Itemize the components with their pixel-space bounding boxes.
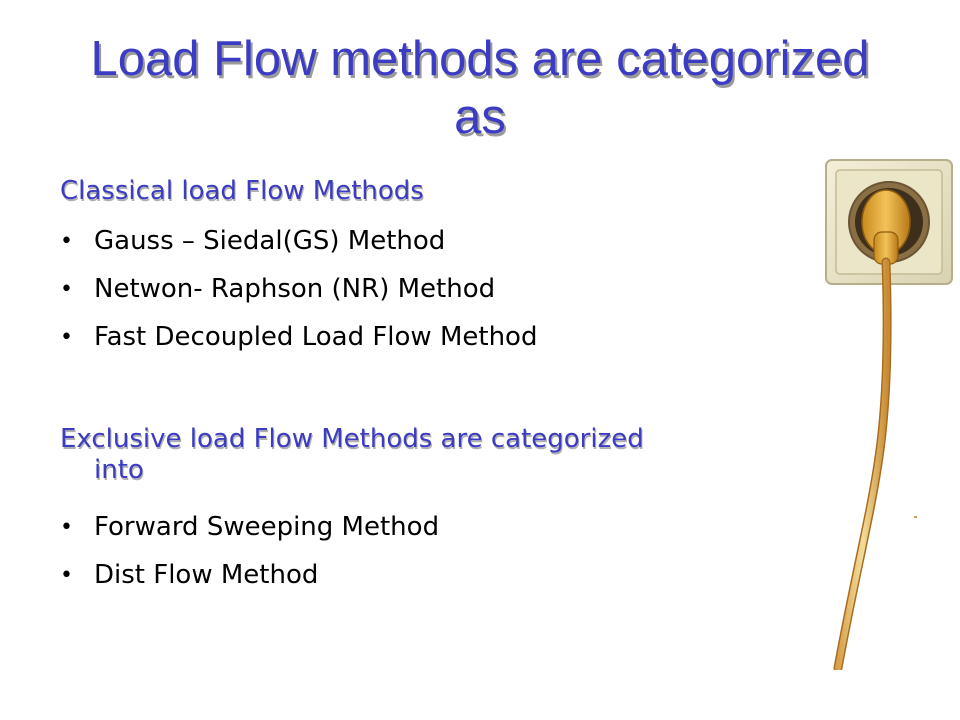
list-item — [60, 512, 780, 543]
wall-socket-plug-cable-icon — [808, 150, 958, 670]
bullet-icon: • — [60, 229, 73, 254]
list-item — [60, 560, 780, 591]
list-item-text: Gauss – Siedal(GS) Method — [94, 226, 446, 256]
list-item-text: Forward Sweeping Method — [94, 512, 440, 542]
list-item — [60, 322, 780, 353]
section-heading-classical: Classical load Flow Methods — [60, 176, 424, 206]
slide-title: Load Flow methods are categorized as — [90, 32, 870, 144]
list-item — [60, 226, 780, 257]
list-item-text: Fast Decoupled Load Flow Method — [94, 322, 538, 352]
bullet-icon: • — [60, 325, 73, 350]
bullet-icon: • — [60, 277, 73, 302]
list-item — [60, 274, 780, 305]
bullet-icon: • — [60, 515, 73, 540]
list-item-text: Netwon- Raphson (NR) Method — [94, 274, 496, 304]
list-item-text: Dist Flow Method — [94, 560, 319, 590]
exclusive-methods-list — [60, 512, 780, 608]
section-heading-exclusive: Exclusive load Flow Methods are categorized into — [60, 424, 644, 485]
classical-methods-list — [60, 226, 780, 370]
bullet-icon: • — [60, 563, 73, 588]
